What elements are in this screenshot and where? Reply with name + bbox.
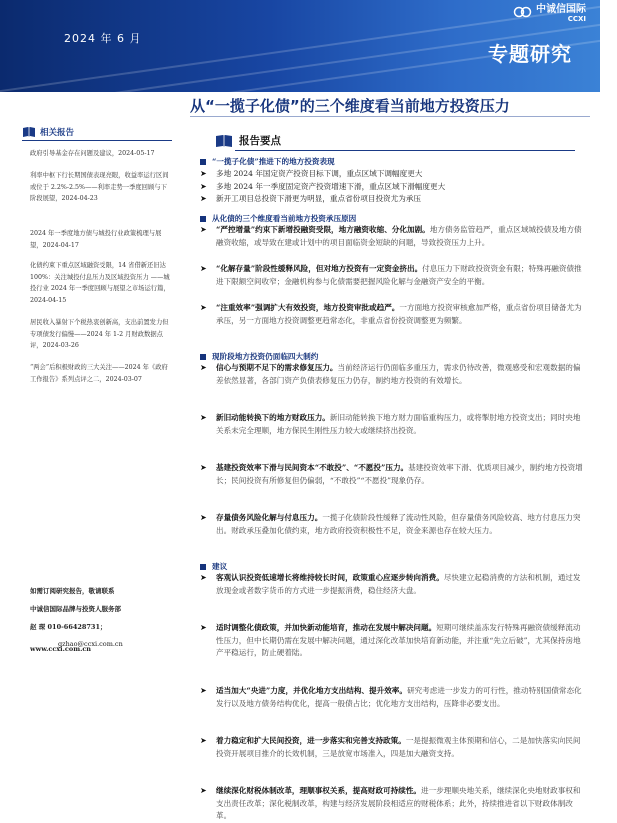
arrow-bullet-icon: ➤ <box>200 264 207 273</box>
bullet-lead: 新旧动能转换下的地方财政压力。 <box>216 413 330 422</box>
bullet-detail: 研究考虑进一步发力的可行性，推动特别国债常态化发行以及地方债务结构优化，提高一般债占比；优化地方支出结构，压降非必要支出。 <box>216 686 582 708</box>
bullet-detail: 基建投资效率下滑、优质项目减少，制约地方投资增长；民间投资有所修复但仍偏弱，“不敢投”“不愿投”现象仍存。 <box>216 463 583 485</box>
report-summary-label: 报告要点 <box>239 135 281 147</box>
brand-en: CCXI <box>567 15 586 23</box>
bullet-item <box>200 263 585 288</box>
arrow-bullet-icon: ➤ <box>200 623 207 632</box>
title-divider <box>190 116 590 117</box>
bullet-lead: 适时调整化债政策，并加快新动能培育，推动在发展中解决问题。 <box>216 623 437 632</box>
bullet-lead: 信心与预期不足下的需求修复压力。 <box>216 363 338 372</box>
arrow-bullet-icon: ➤ <box>200 194 207 203</box>
contact-intro: 如需订阅研究报告，敬请联系 <box>30 587 115 595</box>
contact-email[interactable]: gzhao@ccxi.com.cn <box>58 640 123 648</box>
bullet-item <box>200 572 585 597</box>
related-report-link[interactable]: 居民收入暴射下个税热衷创新高，支出前置发力但专项债发行偏慢——2024 年 1-2 月财政数据点评，2024-03-26 <box>30 319 169 350</box>
related-report-link[interactable]: 利率中枢下行长期国债表现亮眼，收益率运行区间或位于 2.2%-2.5%——利率走势一季度回顾与下阶段展望，2024-04-23 <box>30 172 169 203</box>
related-report-link[interactable]: 2024 年一季度地方债与城投行业政策梳理与展望，2024-04-17 <box>30 230 162 249</box>
related-reports-label: 相关报告 <box>40 128 75 138</box>
related-report-link[interactable]: 政府引导基金存在问题及建议，2024-05-17 <box>30 150 155 157</box>
section-title-text: 建议 <box>212 562 228 571</box>
arrow-bullet-icon: ➤ <box>200 363 207 372</box>
bullet-item <box>200 168 585 181</box>
arrow-bullet-icon: ➤ <box>200 736 207 745</box>
arrow-bullet-icon: ➤ <box>200 413 207 422</box>
bullet-detail: 一揽子化债阶段性缓释了流动性风险，但存量债务风险较高、地方付息压力突出。财政承压叠加化债约束，地方政府投资积极性不足，资金来源也存在较大压力。 <box>216 513 581 535</box>
bullet-detail: 付息压力下财政投资资金有限；特殊再融资债推进下限额空间收窄；金融机构参与化债需要把握风险化解与金融资产安全的平衡。 <box>216 264 582 286</box>
bullet-detail: 当前经济运行仍面临多重压力，需求仍待改善，微观感受和宏观数据的偏差依然显著，各部门资产负债表修复压力仍存，制约地方投资的有效增长。 <box>216 363 581 385</box>
main-title: 从“一揽子化债”的三个维度看当前地方投资压力 <box>190 97 510 115</box>
bullet-item <box>200 362 585 387</box>
arrow-bullet-icon: ➤ <box>200 513 207 522</box>
ccxi-logo-icon <box>514 5 532 19</box>
report-divider <box>235 150 575 151</box>
bullet-item <box>200 193 585 206</box>
square-bullet-icon <box>200 159 206 165</box>
bullet-item <box>200 685 585 710</box>
bullet-lead: 存量债务风险化解与付息压力。 <box>216 513 323 522</box>
section-title: 专题研究 <box>488 42 572 66</box>
bullet-item <box>200 181 585 194</box>
bullet-item <box>200 512 585 537</box>
section-title-text: “一揽子化债”推进下的地方投资表现 <box>212 157 335 166</box>
bullet-item <box>200 412 585 437</box>
brand-name: 中诚信国际 <box>536 4 586 15</box>
square-bullet-icon <box>200 354 206 360</box>
brand-logo <box>514 0 586 23</box>
related-report-link[interactable]: 化债约束下重点区域融资受限，14 省借新还旧达 100%：关注城投付息压力及区域投资压力 ——城投行业 2024 年一季度回顾与展望之市场运行篇，2024-04-15 <box>30 262 170 304</box>
section-heading <box>200 561 585 572</box>
arrow-bullet-icon: ➤ <box>200 181 207 191</box>
bullet-detail: 进一步理顺央地关系，继续深化央地财政事权和支出责任改革；深化税制改革，构建与经济发展阶段相适应的财税体系；此外，持续推进省以下财政体制改革。 <box>216 786 581 820</box>
section-title-text: 现阶段地方投资仍面临四大制约 <box>212 352 319 361</box>
section-heading <box>200 213 585 224</box>
bullet-detail: 新旧动能转换下地方财力面临重构压力，或将掣肘地方投资支出；同时央地关系未完全理顺，地方保民生刚性压力较大或继续挤出投资。 <box>216 413 581 435</box>
bullet-lead: “化解存量”阶段性缓释风险，但对地方投资有一定资金挤出。 <box>216 264 423 273</box>
contact-person: 赵 琛 010-66428731； <box>30 623 107 631</box>
bullet-text: 新开工项目总投资下滑更为明显，重点省份项目投资尤为承压 <box>216 194 422 203</box>
bullet-detail: 短期可继续盖冻发行特殊再融资债缓释流动性压力，但中长期仍需在发展中解决问题，通过深化改革加快培育新动能，并注重“先立后破”，尤其保持房地产平稳运行，防止硬着陆。 <box>216 623 581 657</box>
book-icon <box>22 126 36 138</box>
bullet-item <box>200 224 585 249</box>
bullet-detail: 尽快建立起稳消费的方法和机制，通过发放现金或者数字货币的方式进一步提振消费，稳住经济大盘。 <box>216 573 581 595</box>
arrow-bullet-icon: ➤ <box>200 686 207 695</box>
contact-department: 中诚信国际品牌与投资人服务部 <box>30 605 121 613</box>
bullet-lead: “严控增量”约束下新增投融资受限，地方融资收缩、分化加剧。 <box>216 225 430 234</box>
report-summary-heading <box>215 133 281 148</box>
bullet-lead: 适当加大“央进”力度，并优化地方支出结构、提升效率。 <box>216 686 407 695</box>
bullet-item <box>200 785 585 823</box>
header-banner <box>0 0 600 92</box>
book-icon <box>215 134 233 148</box>
bullet-lead: 客观认识投资低速增长将维持较长时间，政策重心应逐步转向消费。 <box>216 573 444 582</box>
bullet-lead: “注重效率”强调扩大有效投资，地方投资审批或趋严。 <box>216 303 400 312</box>
report-date: 2024 年 6 月 <box>64 32 142 45</box>
arrow-bullet-icon: ➤ <box>200 573 207 582</box>
bullet-item <box>200 462 585 487</box>
square-bullet-icon <box>200 564 206 570</box>
section-heading <box>200 351 585 362</box>
bullet-item <box>200 622 585 660</box>
bullet-lead: 着力稳定和扩大民间投资，进一步落实和完善支持政策。 <box>216 736 406 745</box>
section-heading <box>200 156 585 167</box>
arrow-bullet-icon: ➤ <box>200 463 207 472</box>
bullet-lead: 继续深化财税体制改革，理顺事权关系，提高财政可持续性。 <box>216 786 422 795</box>
related-reports-heading <box>22 126 74 138</box>
sidebar-divider <box>22 140 172 141</box>
section-title-text: 从化债的三个维度看当前地方投资承压原因 <box>212 214 357 223</box>
bullet-detail: 地方债务监管趋严，重点区域城投债及地方债融资收缩，或导致在建或计划中的项目面临资金短缺的问题，导致投资压力上升。 <box>216 225 582 247</box>
arrow-bullet-icon: ➤ <box>200 225 207 234</box>
website-link[interactable]: www.ccxi.com.cn <box>30 645 92 653</box>
bullet-item <box>200 735 585 760</box>
bullet-detail: 一是提振微观主体预期和信心，二是加快落实向民间投资开展项目推介的长效机制，三是放宽市场准入，四是加大融资支持。 <box>216 736 581 758</box>
bullet-text: 多地 2024 年一季度固定资产投资增速下滑，重点区域下滑幅度更大 <box>216 181 446 191</box>
bullet-lead: 基建投资效率下滑与民间资本“不敢投”、“不愿投”压力。 <box>216 463 409 472</box>
bullet-item <box>200 302 585 327</box>
bullet-detail: 一方面地方投资审核愈加严格，重点省份项目储备尤为承压，另一方面地方投资调整更趋常态化，非重点省份投资调整更为频繁。 <box>216 303 582 325</box>
related-report-link[interactable]: “两会”后积极财政的三大关注——2024 年《政府工作报告》系列点评之二，2024-03-07 <box>30 364 168 383</box>
arrow-bullet-icon: ➤ <box>200 786 207 795</box>
bullet-text: 多地 2024 年国定资产投资目标下调，重点区域下调幅度更大 <box>216 169 423 178</box>
arrow-bullet-icon: ➤ <box>200 303 207 312</box>
square-bullet-icon <box>200 216 206 222</box>
arrow-bullet-icon: ➤ <box>200 169 207 178</box>
